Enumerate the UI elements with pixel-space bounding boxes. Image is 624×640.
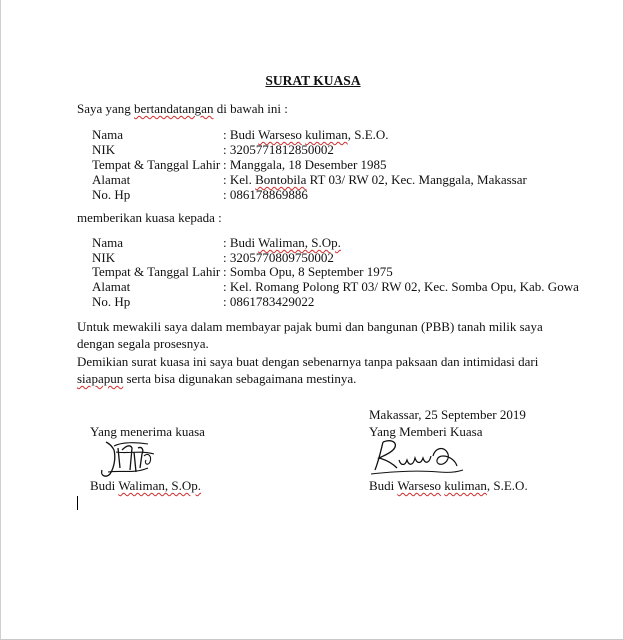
closing-paragraph: Demikian surat kuasa ini saya buat dengan sebenarnya tanpa paksaan dan intimidasi dari siapapun serta bisa digunakan sebagaimana mestinya. — [77, 354, 539, 386]
purpose-paragraph: Untuk mewakili saya dalam membayar pajak bumi dan bangunan (PBB) tanah milik saya dengan segala prosesnya. — [77, 319, 543, 351]
grantor-nik-label: NIK — [92, 142, 116, 157]
grant-phrase: memberikan kuasa kepada : — [77, 210, 222, 225]
grantor-ttl-label: Tempat & Tanggal Lahir — [92, 157, 221, 172]
grantor-ttl-value: : Manggala, 18 Desember 1985 — [223, 157, 387, 172]
grantor-nik-value: : 3205771812850002 — [223, 142, 334, 157]
grantor-name-value: : Budi Warseso kuliman, S.E.O. — [223, 127, 389, 142]
grantee-nik-value: : 3205770809750002 — [223, 250, 334, 265]
grantor-address-label: Alamat — [92, 172, 131, 187]
giver-name: Budi Warseso kuliman, S.E.O. — [369, 478, 528, 493]
giver-role: Yang Memberi Kuasa — [369, 424, 483, 439]
grantor-address-value: : Kel. Bontobila RT 03/ RW 02, Kec. Manggala, Makassar — [223, 172, 527, 187]
place-date: Makassar, 25 September 2019 — [369, 407, 526, 422]
grantee-ttl-value: : Somba Opu, 8 September 1975 — [223, 264, 393, 279]
grantee-nik-label: NIK — [92, 250, 116, 265]
grantor-phone-label: No. Hp — [92, 187, 131, 202]
text-cursor — [77, 496, 78, 510]
grantee-address-label: Alamat — [92, 279, 131, 294]
spellcheck-word: bertandatangan — [134, 101, 214, 116]
grantee-address-value: : Kel. Romang Polong RT 03/ RW 02, Kec. Somba Opu, Kab. Gowa — [223, 279, 579, 294]
grantee-phone-value: : 0861783429022 — [223, 294, 315, 309]
giver-signature — [369, 436, 465, 480]
receiver-role: Yang menerima kuasa — [90, 424, 205, 439]
receiver-signature — [96, 438, 166, 482]
receiver-name: Budi Waliman, S.Op. — [90, 478, 202, 493]
grantee-phone-label: No. Hp — [92, 294, 131, 309]
grantee-name-value: : Budi Waliman, S.Op. — [223, 235, 341, 250]
grantor-name-label: Nama — [92, 127, 124, 142]
grantee-name-label: Nama — [92, 235, 124, 250]
intro-line: Saya yang bertandatangan di bawah ini : — [77, 101, 288, 116]
grantee-ttl-label: Tempat & Tanggal Lahir — [92, 264, 221, 279]
grantor-phone-value: : 086178869886 — [223, 187, 308, 202]
document-title: SURAT KUASA — [265, 73, 361, 88]
